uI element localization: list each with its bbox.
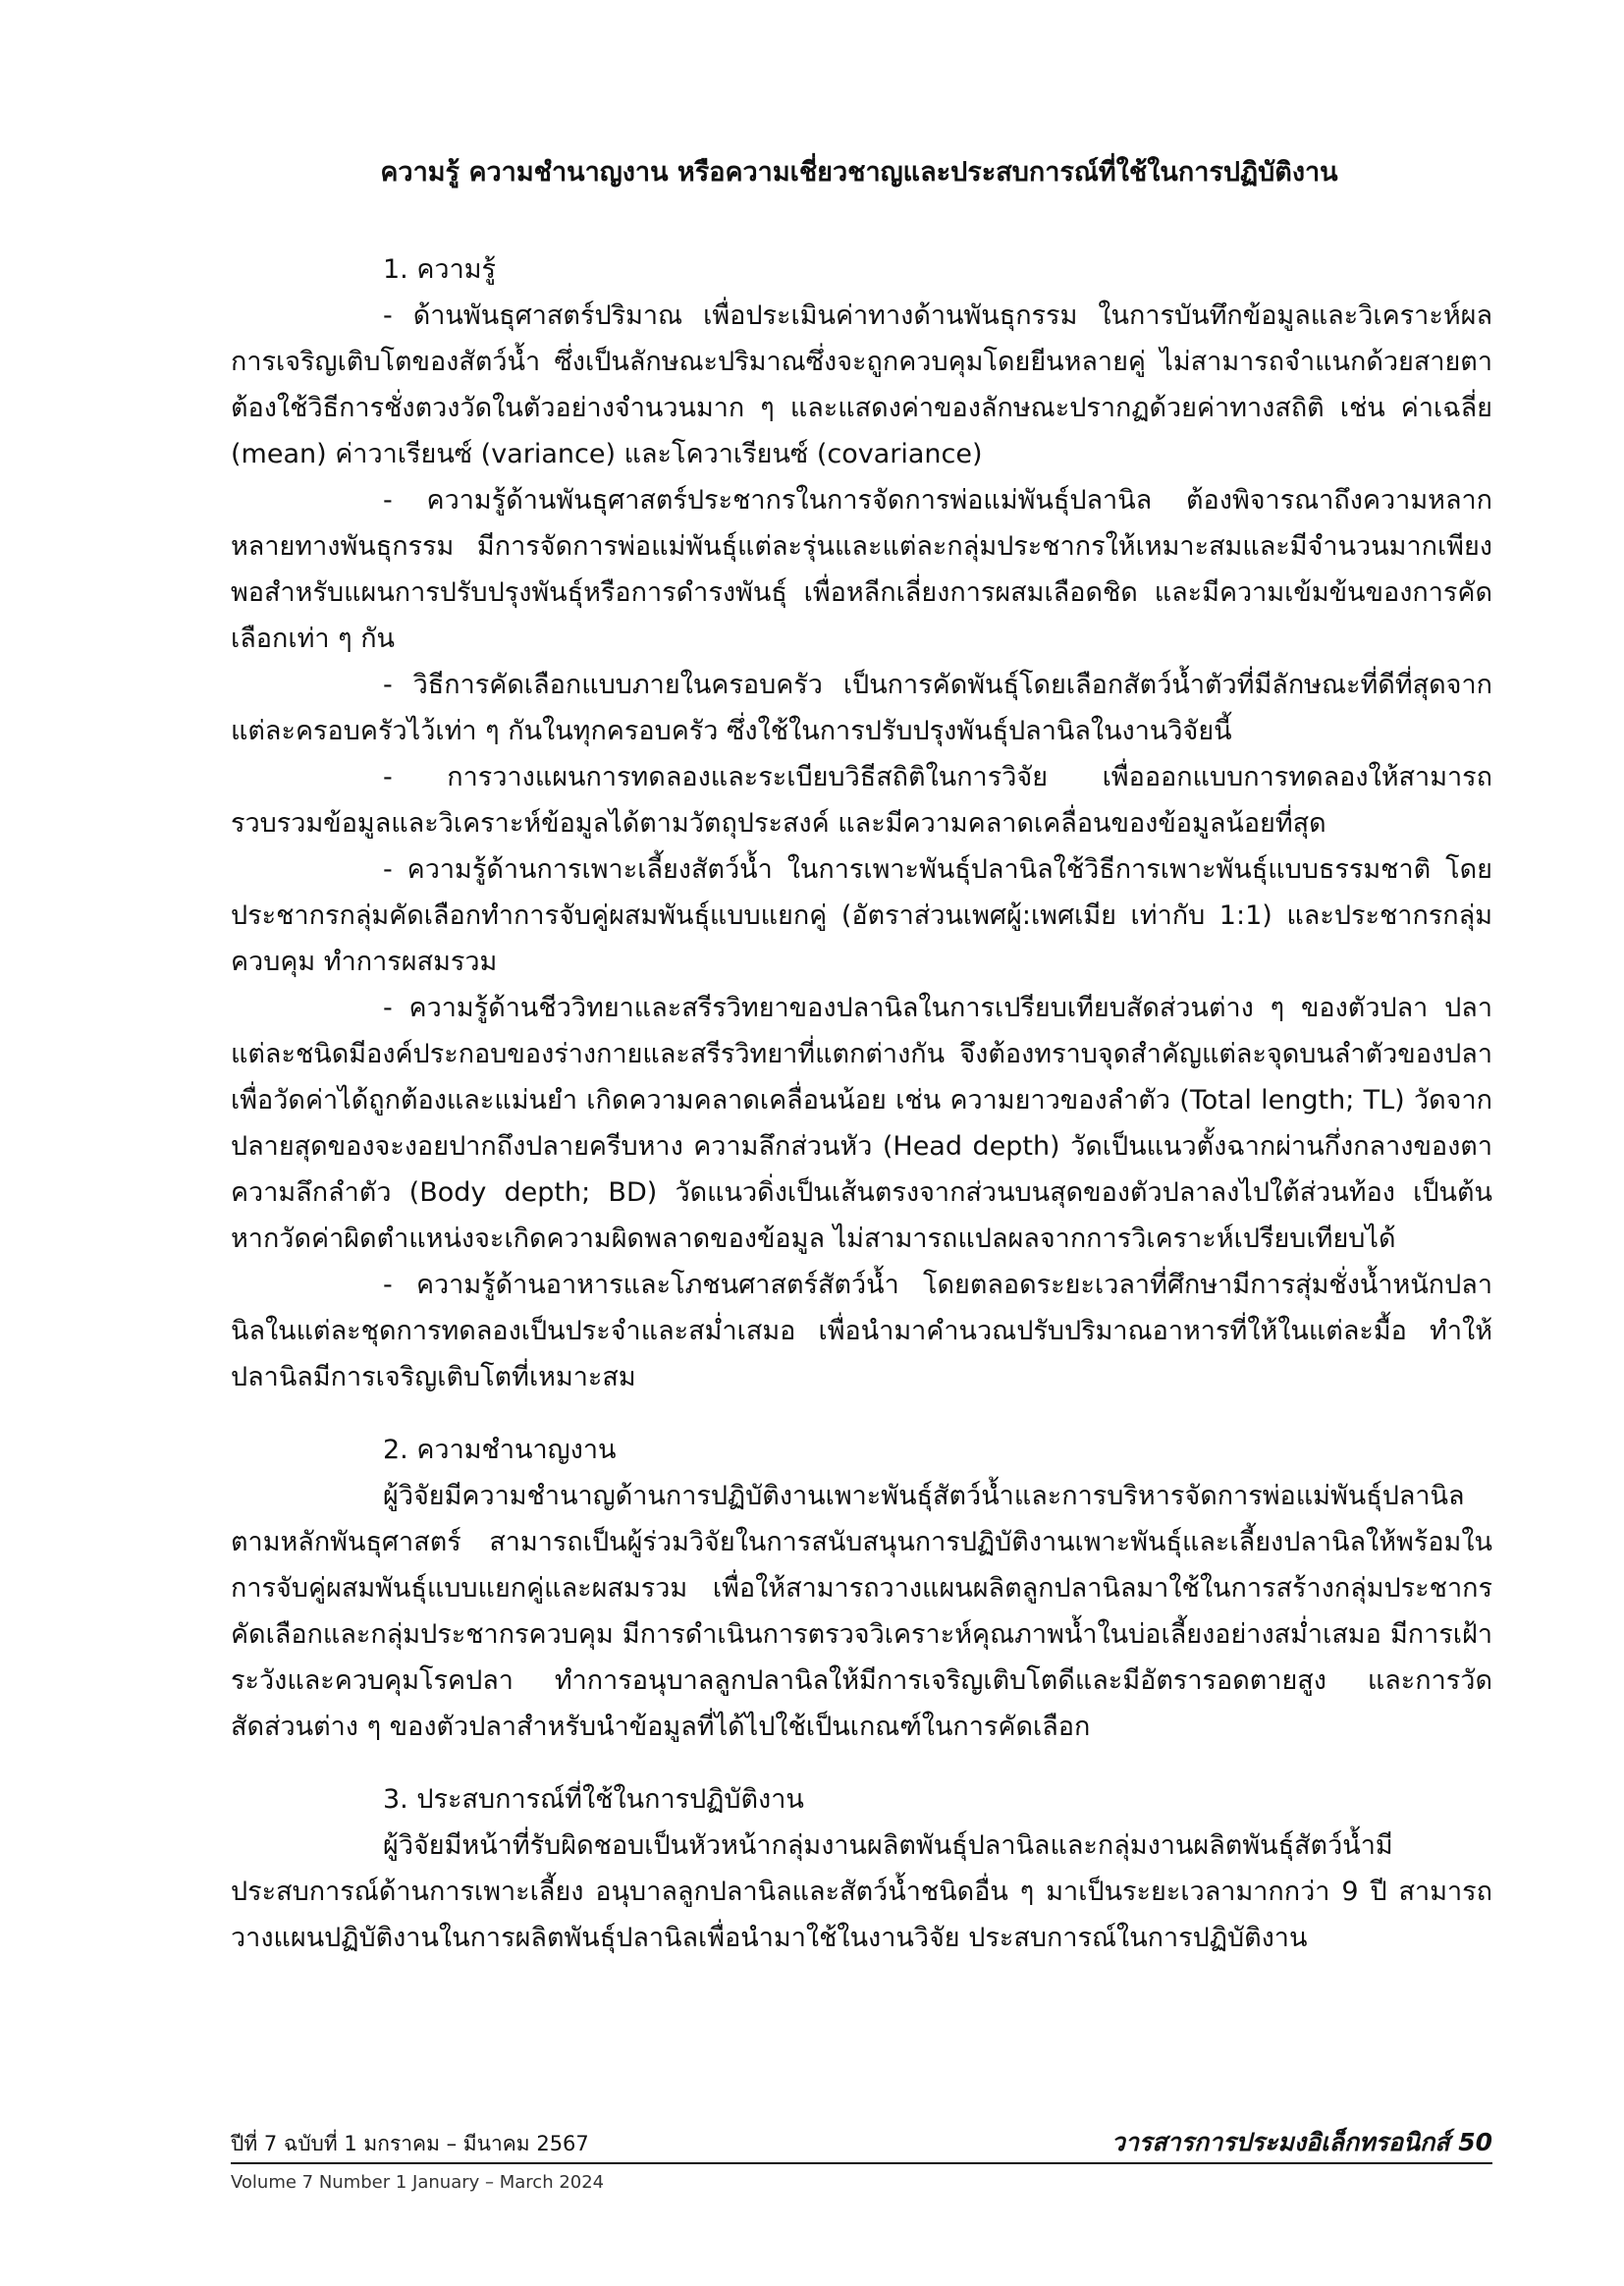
paragraph: - ความรู้ด้านชีววิทยาและสรีรวิทยาของปลานิลในการเปรียบเทียบสัดส่วนต่าง ๆ ของตัวปลา ปลาแต่ละชนิดมีองค์ประกอบของร่างกายและสรีรวิทยาที่แตกต่างกัน จึงต้องทราบจุดสำคัญแต่ละจุดบนลำตัวของปลา เพื่อวัดค่าได้ถูกต้องและแม่นยำ เกิดความคลาดเคลื่อนน้อย เช่น ความยาวของลำตัว (Total length; TL) วัดจากปลายสุดของจะงอยปากถึงปลายครีบหาง ความลึกส่วนหัว (Head depth) วัดเป็นแนวตั้งฉากผ่านกึ่งกลางของตา ความลึกลำตัว (Body depth; BD) วัดแนวดิ่งเป็นเส้นตรงจากส่วนบนสุดของตัวปลาลงไปใต้ส่วนท้อง เป็นต้น หากวัดค่าผิดตำแหน่งจะเกิดความผิดพลาดของข้อมูล ไม่สามารถแปลผลจากการวิเคราะห์เปรียบเทียบได้: [231, 993, 1492, 1254]
section-expertise: [231, 1428, 1492, 1750]
page-footer: [231, 2119, 1492, 2198]
footer-rule: [231, 2162, 1492, 2164]
paragraph: - ความรู้ด้านอาหารและโภชนศาสตร์สัตว์น้ำ โดยตลอดระยะเวลาที่ศึกษามีการสุ่มชั่งน้ำหนักปลานิลในแต่ละชุดการทดลองเป็นประจำและสม่ำเสมอ เพื่อนำมาคำนวณปรับปริมาณอาหารที่ให้ในแต่ละมื้อ ทำให้ปลานิลมีการเจริญเติบโตที่เหมาะสม: [231, 1270, 1492, 1392]
document-body: [231, 247, 1492, 1961]
footer-issue-thai: ปีที่ 7 ฉบับที่ 1 มกราคม – มีนาคม 2567: [231, 2132, 589, 2155]
paragraph: - การวางแผนการทดลองและระเบียบวิธีสถิติในการวิจัย เพื่อออกแบบการทดลองให้สามารถรวบรวมข้อมูลและวิเคราะห์ข้อมูลได้ตามวัตถุประสงค์ และมีความคลาดเคลื่อนของข้อมูลน้อยที่สุด: [231, 762, 1492, 839]
document-title: ความรู้ ความชำนาญงาน หรือความเชี่ยวชาญและประสบการณ์ที่ใช้ในการปฏิบัติงาน: [380, 157, 1338, 188]
paragraph: - วิธีการคัดเลือกแบบภายในครอบครัว เป็นการคัดพันธุ์โดยเลือกสัตว์น้ำตัวที่มีลักษณะที่ดีที่สุดจากแต่ละครอบครัวไว้เท่า ๆ กันในทุกครอบครัว ซึ่งใช้ในการปรับปรุงพันธุ์ปลานิลในงานวิจัยนี้: [231, 670, 1492, 746]
footer-journal-name: วารสารการประมงอิเล็กทรอนิกส์ 50: [1098, 2125, 1492, 2160]
paragraph: ผู้วิจัยมีความชำนาญด้านการปฏิบัติงานเพาะพันธุ์สัตว์น้ำและการบริหารจัดการพ่อแม่พันธุ์ปลานิลตามหลักพันธุศาสตร์ สามารถเป็นผู้ร่วมวิจัยในการสนับสนุนการปฏิบัติงานเพาะพันธุ์และเลี้ยงปลานิลให้พร้อมในการจับคู่ผสมพันธุ์แบบแยกคู่และผสมรวม เพื่อให้สามารถวางแผนผลิตลูกปลานิลมาใช้ในการสร้างกลุ่มประชากรคัดเลือกและกลุ่มประชากรควบคุม มีการดำเนินการตรวจวิเคราะห์คุณภาพน้ำในบ่อเลี้ยงอย่างสม่ำเสมอ มีการเฝ้าระวังและควบคุมโรคปลา ทำการอนุบาลลูกปลานิลให้มีการเจริญเติบโตดีและมีอัตรารอดตายสูง และการวัดสัดส่วนต่าง ๆ ของตัวปลาสำหรับนำข้อมูลที่ได้ไปใช้เป็นเกณฑ์ในการคัดเลือก: [231, 1481, 1492, 1742]
section-heading: 2. ความชำนาญงาน: [383, 1435, 617, 1465]
section-knowledge: [231, 247, 1492, 1400]
paragraph: - ความรู้ด้านพันธุศาสตร์ประชากรในการจัดการพ่อแม่พันธุ์ปลานิล ต้องพิจารณาถึงความหลากหลายทางพันธุกรรม มีการจัดการพ่อแม่พันธุ์แต่ละรุ่นและแต่ละกลุ่มประชากรให้เหมาะสมและมีจำนวนมากเพียงพอสำหรับแผนการปรับปรุงพันธุ์หรือการดำรงพันธุ์ เพื่อหลีกเลี่ยงการผสมเลือดชิด และมีความเข้มข้นของการคัดเลือกเท่า ๆ กัน: [231, 485, 1492, 654]
section-spacer: [231, 1750, 1492, 1777]
paragraph: - ความรู้ด้านการเพาะเลี้ยงสัตว์น้ำ ในการเพาะพันธุ์ปลานิลใช้วิธีการเพาะพันธุ์แบบธรรมชาติ โดยประชากรกลุ่มคัดเลือกทำการจับคู่ผสมพันธุ์แบบแยกคู่ (อัตราส่วนเพศผู้:เพศเมีย เท่ากับ 1:1) และประชากรกลุ่มควบคุม ทำการผสมรวม: [231, 854, 1492, 977]
section-heading: 3. ประสบการณ์ที่ใช้ในการปฏิบัติงาน: [383, 1784, 804, 1815]
footer-volume-english: Volume 7 Number 1 January – March 2024: [231, 2172, 605, 2193]
paragraph: - ด้านพันธุศาสตร์ปริมาณ เพื่อประเมินค่าทางด้านพันธุกรรม ในการบันทึกข้อมูลและวิเคราะห์ผลการเจริญเติบโตของสัตว์น้ำ ซึ่งเป็นลักษณะปริมาณซึ่งจะถูกควบคุมโดยยีนหลายคู่ ไม่สามารถจำแนกด้วยสายตา ต้องใช้วิธีการชั่งตวงวัดในตัวอย่างจำนวนมาก ๆ และแสดงค่าของลักษณะปรากฏด้วยค่าทางสถิติ เช่น ค่าเฉลี่ย (mean) ค่าวาเรียนซ์ (variance) และโควาเรียนซ์ (covariance): [231, 300, 1492, 469]
section-heading: 1. ความรู้: [383, 254, 497, 285]
section-experience: [231, 1777, 1492, 1961]
section-spacer: [231, 1400, 1492, 1428]
paragraph: ผู้วิจัยมีหน้าที่รับผิดชอบเป็นหัวหน้ากลุ่มงานผลิตพันธุ์ปลานิลและกลุ่มงานผลิตพันธุ์สัตว์น้ำมีประสบการณ์ด้านการเพาะเลี้ยง อนุบาลลูกปลานิลและสัตว์น้ำชนิดอื่น ๆ มาเป็นระยะเวลามากกว่า 9 ปี สามารถวางแผนปฏิบัติงานในการผลิตพันธุ์ปลานิลเพื่อนำมาใช้ในงานวิจัย ประสบการณ์ในการปฏิบัติงาน: [231, 1830, 1492, 1953]
